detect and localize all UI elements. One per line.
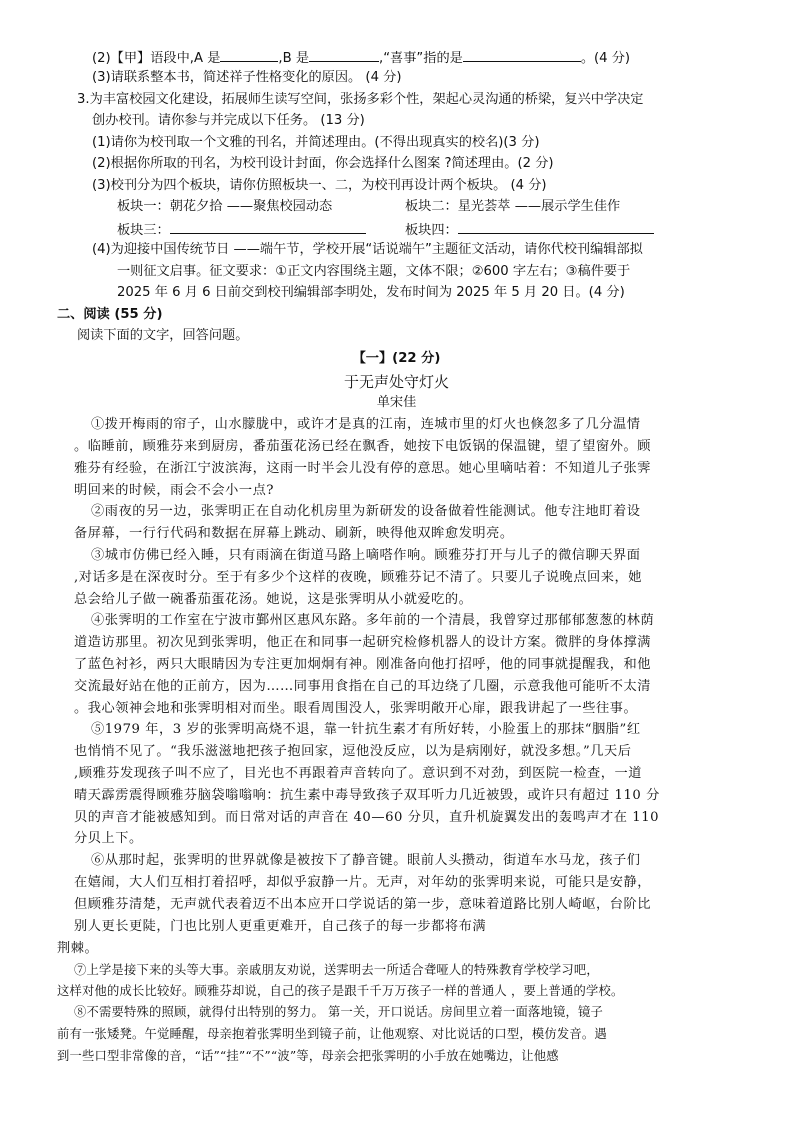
paragraph-4-line-4: 交流最好站在他的正前方，因为……同事用食指在自己的耳边绕了几圈，示意我他可能听不太清: [74, 679, 651, 694]
paragraph-1-line-1: ①拨开梅雨的帘子，山水朦胧中，或许才是真的江南，连城市里的灯火也倏忽多了几分温情: [91, 417, 641, 432]
paragraph-3-line-3: 总会给儿子做一碗番茄蛋花汤。她说，这是张霁明从小就爱吃的。: [74, 592, 473, 607]
section-block-2: 板块二：星光荟萃 ——展示学生佳作: [405, 199, 621, 214]
paragraph-4-line-5: 。我心领神会地和张霁明相对而坐。眼看周围没人，张霁明敞开心扉，跟我讲起了一些往事。: [74, 701, 638, 716]
task-item-2: (2)根据你所取的刊名，为校刊设计封面，你会选择什么图案 ?简述理由。(2 分): [92, 156, 554, 171]
paragraph-3-line-1: ③城市仿佛已经入睡，只有雨滴在街道马路上嘀嗒作响。顾雅芬打开与儿子的微信聊天界面: [91, 548, 641, 563]
paragraph-6-line-2: 在嬉闹，大人们互相打着招呼，却似乎寂静一片。无声，对年幼的张霁明来说，可能只是安静，: [74, 875, 651, 890]
question-2-line: [92, 47, 630, 69]
paragraph-2-line-2: 备屏幕，一行行代码和数据在屏幕上跳动、刷新，映得他双眸愈发明亮。: [74, 526, 514, 541]
answer-blank-a[interactable]: [220, 47, 278, 62]
q2-part-c: ,“喜事”指的是: [379, 51, 463, 66]
task-3-line-1: 3.为丰富校园文化建设，拓展师生读写空间，张扬多彩个性，架起心灵沟通的桥梁，复兴中学决定: [77, 92, 644, 107]
question-3-line: (3)请联系整本书，简述祥子性格变化的原因。 (4 分): [92, 70, 402, 85]
section-block-4-blank[interactable]: [458, 219, 654, 234]
answer-blank-c[interactable]: [463, 47, 581, 62]
paragraph-1-line-2: 。临睡前，顾雅芬来到厨房，番茄蛋花汤已经在飘香，她按下电饭锅的保温键，望了望窗外。顾: [74, 439, 651, 454]
paragraph-3-line-2: ,对话多是在深夜时分。至于有多少个这样的夜晚，顾雅芬记不清了。只要儿子说晚点回来，她: [74, 570, 642, 585]
paragraph-4-line-3: 了蓝色衬衫，两只大眼睛因为专注更加炯炯有神。刚准备向他打招呼，他的同事就提醒我，和他: [74, 657, 651, 672]
paragraph-5-line-4: 晴天霹雳震得顾雅芬脑袋嗡嗡响：抗生素中毒导致孩子双耳听力几近被毁，或许只有超过 110 分: [74, 788, 660, 803]
article-title: 于无声处守灯火: [343, 373, 449, 391]
task-item-3: (3)校刊分为四个板块，请你仿照板块一、二，为校刊再设计两个板块。 (4 分): [92, 178, 547, 193]
section-block-1: 板块一：朝花夕拾 ——聚焦校园动态: [117, 199, 333, 214]
section-2-intro: 阅读下面的文字，回答问题。: [77, 328, 249, 343]
task-item-1: (1)请你为校刊取一个文雅的刊名，并简述理由。(不得出现真实的校名)(3 分): [92, 135, 540, 150]
paragraph-4-line-2: 道造访那里。初次见到张霁明，他正在和同事一起研究检修机器人的设计方案。微胖的身体撑满: [74, 635, 651, 650]
paragraph-5-line-6: 分贝上下。: [74, 831, 143, 846]
q2-part-d: 。(4 分): [580, 51, 631, 66]
paragraph-6-line-5: 荆棘。: [57, 941, 99, 956]
paragraph-8-line-1: ⑧不需要特殊的照顾，就得付出特别的努力。 第一关，开口说话。房间里立着一面落地镜，镜子: [74, 1005, 603, 1019]
paragraph-6-line-1: ⑥从那时起，张霁明的世界就像是被按下了静音键。眼前人头攒动，街道车水马龙，孩子们: [91, 853, 641, 868]
task-item-4-line-2: 一则征文启事。征文要求：①正文内容围绕主题，文体不限；②600 字左右；③稿件要于: [117, 264, 631, 279]
section-2-heading: 二、阅读 (55 分): [57, 307, 163, 322]
q2-part-b: ,B 是: [278, 51, 310, 66]
answer-blank-b[interactable]: [309, 47, 379, 62]
section-block-4-label: 板块四：: [405, 223, 458, 238]
section-block-3-blank[interactable]: [170, 219, 366, 234]
task-3-line-2: 创办校刊。请你参与并完成以下任务。 (13 分): [92, 113, 365, 128]
paragraph-7-line-2: 这样对他的成长比较好。顾雅芬却说，自己的孩子是跟千千万万孩子一样的普通人 ，要上普通的学校。: [57, 984, 624, 998]
paragraph-7-line-1: ⑦上学是接下来的头等大事。亲戚朋友劝说，送霁明去一所适合聋哑人的特殊教育学校学习吧，: [74, 963, 599, 977]
paragraph-5-line-2: 也悄悄不见了。“我乐滋滋地把孩子抱回家，逗他没反应，以为是病刚好，就没多想。”几天后: [74, 744, 632, 759]
paragraph-8-line-3: 到一些口型非常像的音，“话”“挂”“不”“波”等，母亲会把张霁明的小手放在她嘴边，让他感: [57, 1049, 559, 1063]
paragraph-5-line-3: ,顾雅芬发现孩子叫不应了，目光也不再跟着声音转向了。意识到不对劲，到医院一检查，一道: [74, 766, 642, 781]
paragraph-5-line-1: ⑤1979 年，3 岁的张霁明高烧不退，靠一针抗生素才有所好转，小脸蛋上的那抹“胭脂”红: [91, 722, 641, 737]
section-block-3: [117, 219, 366, 241]
q2-part-a: (2)【甲】语段中,A 是: [92, 51, 221, 66]
paragraph-1-line-3: 雅芬有经验，在浙江宁波滨海，这雨一时半会儿没有停的意思。她心里嘀咕着：不知道儿子张霁: [74, 461, 651, 476]
paragraph-1-line-4: 明回来的时候，雨会不会小一点?: [74, 483, 274, 498]
paragraph-8-line-2: 前有一张矮凳。午觉睡醒，母亲抱着张霁明坐到镜子前，让他观察、对比说话的口型，模仿发音。遇: [57, 1027, 607, 1041]
article-author: 单宋佳: [376, 395, 417, 410]
paragraph-4-line-1: ④张霁明的工作室在宁波市鄞州区惠风东路。多年前的一个清晨，我曾穿过那郁郁葱葱的林荫: [91, 613, 655, 628]
paragraph-2-line-1: ②雨夜的另一边，张霁明正在自动化机房里为新研发的设备做着性能测试。他专注地盯着设: [91, 504, 641, 519]
task-item-4-line-1: (4)为迎接中国传统节日 ——端午节，学校开展“话说端午”主题征文活动，请你代校刊编辑部拟: [92, 242, 643, 257]
section-block-4: [405, 219, 654, 241]
paragraph-5-line-5: 贝的声音才能被感知到。而日常对话的声音在 40—60 分贝，直升机旋翼发出的轰鸣声才在 110: [74, 810, 660, 825]
paragraph-6-line-4: 别人更长更陡，门也比别人更重更难开，自己孩子的每一步都将布满: [74, 919, 487, 934]
paragraph-6-line-3: 但顾雅芬清楚，无声就代表着迈不出本应开口学说话的第一步，意味着道路比别人崎岖，台阶比: [74, 897, 651, 912]
section-block-3-label: 板块三：: [117, 223, 170, 238]
task-item-4-line-3: 2025 年 6 月 6 日前交到校刊编辑部李明处，发布时间为 2025 年 5 月 20 日。(4 分): [117, 285, 625, 300]
part-1-heading: 【一】(22 分): [352, 351, 441, 366]
